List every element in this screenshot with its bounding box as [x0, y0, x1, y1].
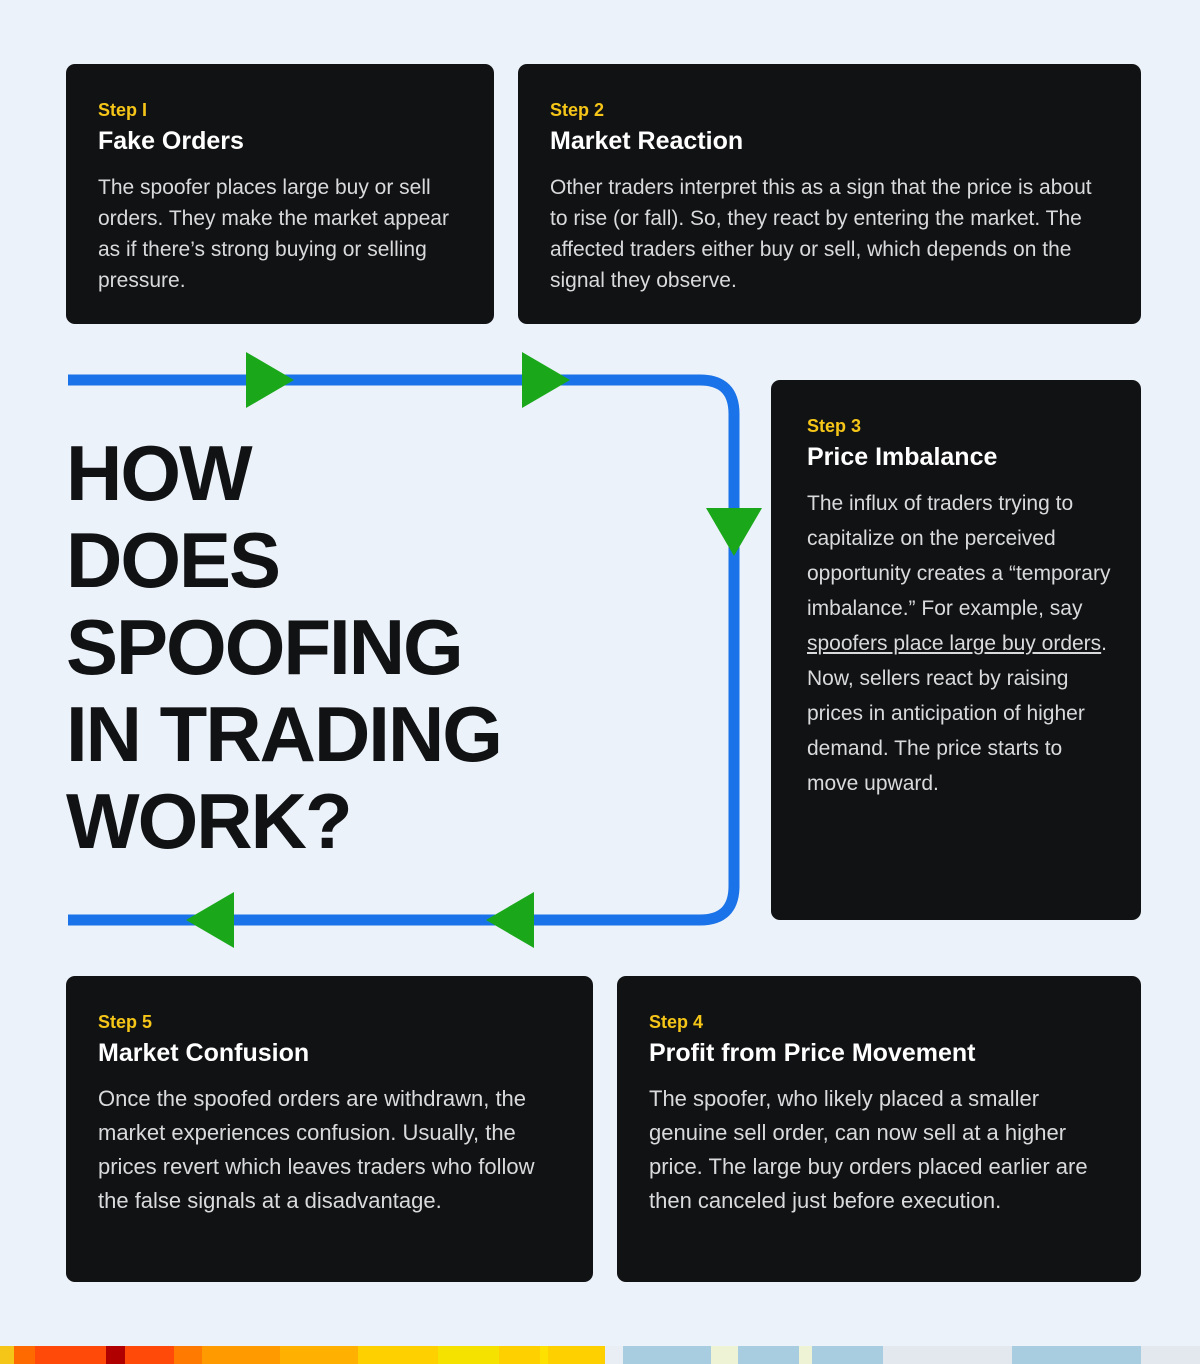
stripe-segment: [438, 1346, 499, 1364]
title-line: DOES: [66, 516, 280, 604]
stripe-segment: [0, 1346, 14, 1364]
step-label: Step 5: [98, 1012, 153, 1032]
step-title: Profit from Price Movement: [649, 1039, 976, 1067]
stripe-segment: [358, 1346, 438, 1364]
step-2-card: [518, 64, 1141, 324]
stripe-segment: [174, 1346, 201, 1364]
stripe-segment: [35, 1346, 105, 1364]
stripe-segment: [799, 1346, 813, 1364]
step-label: Step 4: [649, 1012, 704, 1032]
step-title: Market Confusion: [98, 1039, 310, 1067]
stripe-segment: [499, 1346, 540, 1364]
step-3-card: [771, 380, 1141, 920]
step-description: Once the spoofed orders are withdrawn, the market experiences confusion. Usually, the prices revert which leaves traders who follow the false signals at a disadvantage.: [98, 1086, 535, 1213]
step-title: Market Reaction: [550, 127, 744, 155]
stripe-segment: [812, 1346, 882, 1364]
stripe-segment: [106, 1346, 126, 1364]
stripe-segment: [540, 1346, 548, 1364]
title-line: SPOOFING: [66, 603, 462, 691]
title-line: HOW: [66, 429, 251, 517]
step-title: Fake Orders: [98, 127, 244, 155]
stripe-segment: [202, 1346, 280, 1364]
step-description: The spoofer places large buy or sell orders. They make the market appear as if there’s strong buying or selling pressure.: [98, 176, 449, 292]
arrow-down-icon: [706, 508, 762, 556]
stripe-segment: [883, 1346, 1012, 1364]
stripe-segment: [623, 1346, 711, 1364]
stripe-segment: [711, 1346, 738, 1364]
arrow-right-icon: [246, 352, 294, 408]
title-line: WORK?: [66, 777, 351, 865]
step-1-card: [66, 64, 494, 324]
arrow-left-icon: [486, 892, 534, 948]
step-description: The spoofer, who likely placed a smaller genuine sell order, can now sell at a higher price. The large buy orders placed earlier are then canceled just before execution.: [649, 1086, 1088, 1213]
step-description: Other traders interpret this as a sign that the price is about to rise (or fall). So, they react by entering the market. The affected traders either buy or sell, which depends on the signal they observe.: [550, 176, 1092, 292]
step-5-card: [66, 976, 593, 1282]
stripe-segment: [1012, 1346, 1141, 1364]
step-label: Step I: [98, 100, 148, 120]
title-line: IN TRADING: [66, 690, 501, 778]
description-text: The influx of traders trying to capitalize on the perceived opportunity creates a “temporary imbalance.” For example, say: [807, 492, 1111, 620]
step-title: Price Imbalance: [807, 443, 998, 471]
stripe-segment: [280, 1346, 358, 1364]
step-4-card: [617, 976, 1141, 1282]
stripe-segment: [738, 1346, 799, 1364]
step-label: Step 2: [550, 100, 605, 120]
arrow-right-icon: [522, 352, 570, 408]
spoofing-orders-link[interactable]: spoofers place large buy orders: [807, 632, 1102, 655]
decorative-color-stripe: [0, 1346, 1200, 1364]
stripe-segment: [605, 1346, 623, 1364]
description-text: . Now, sellers react by raising prices in anticipation of higher demand. The price starts to move upward.: [807, 632, 1108, 795]
stripe-segment: [125, 1346, 174, 1364]
step-label: Step 3: [807, 416, 862, 436]
stripe-segment: [1141, 1346, 1200, 1364]
stripe-segment: [14, 1346, 36, 1364]
step-description: [807, 486, 1115, 801]
stripe-segment: [548, 1346, 605, 1364]
page-title: [66, 430, 501, 865]
arrow-left-icon: [186, 892, 234, 948]
